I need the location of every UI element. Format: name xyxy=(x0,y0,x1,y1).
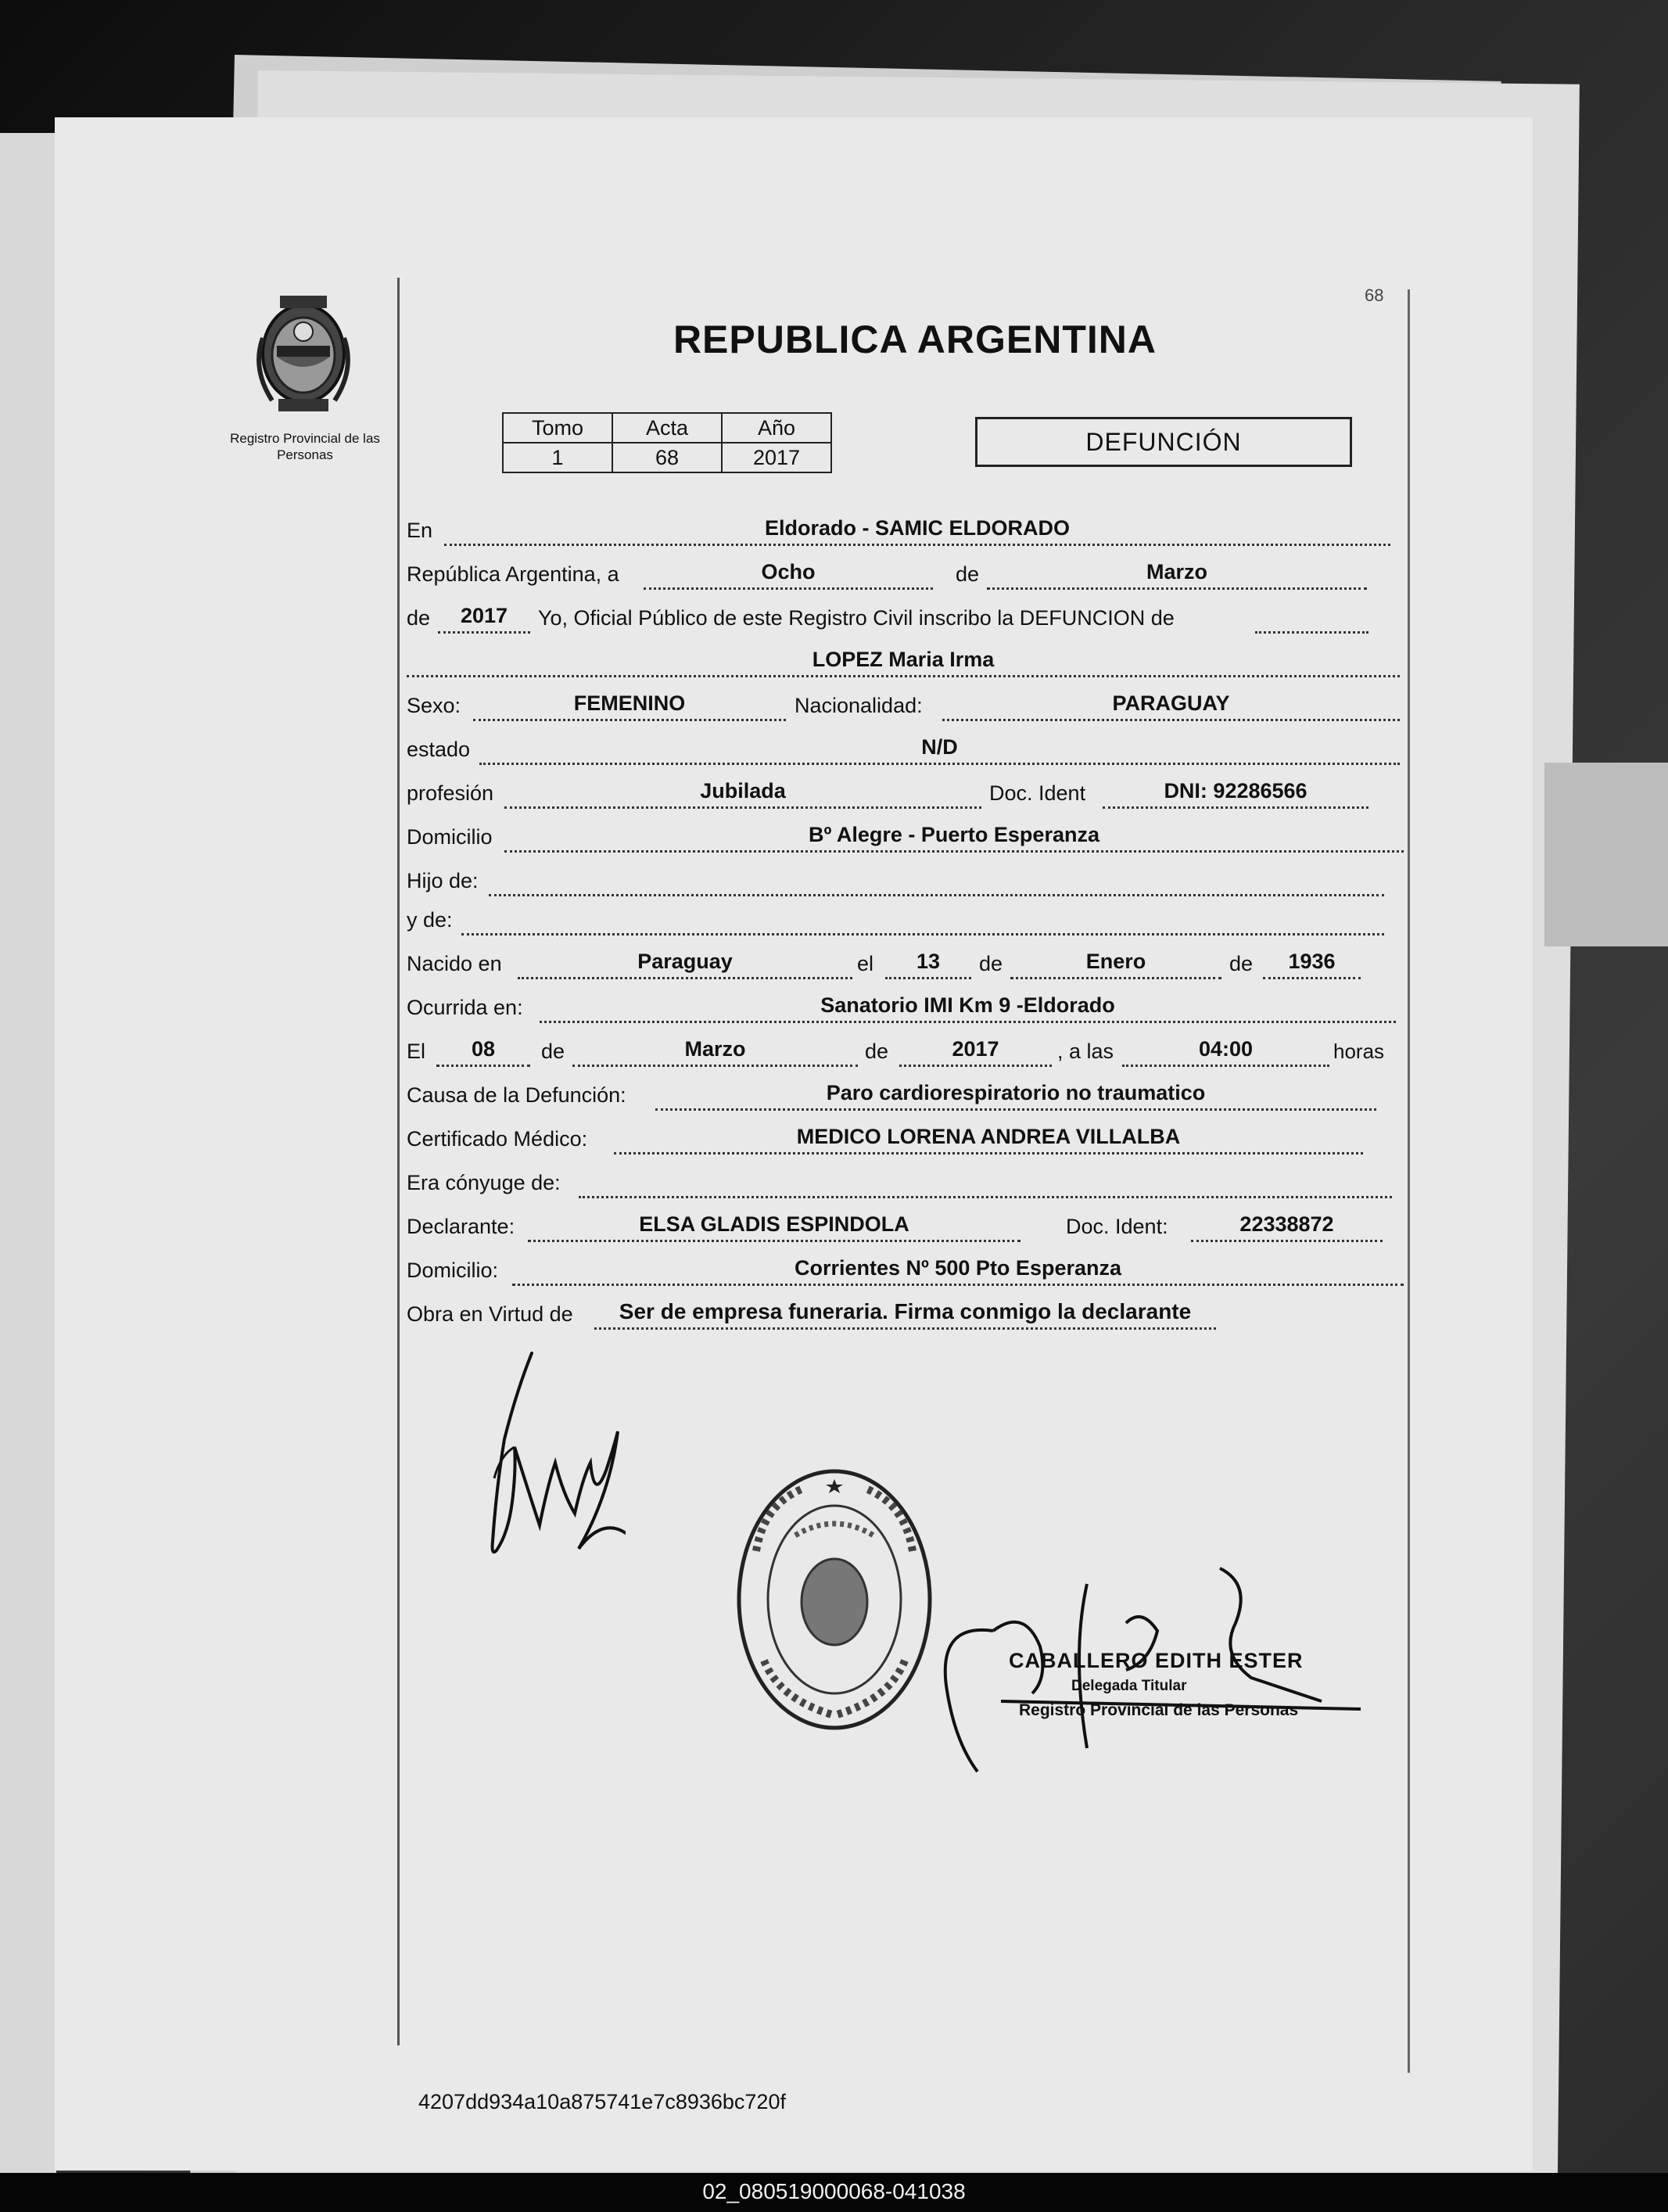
sexo-field: FEMENINO xyxy=(473,688,786,721)
row-nacido xyxy=(407,950,1408,981)
domicilio-label: Domicilio xyxy=(407,825,493,849)
death-de-label: de xyxy=(541,1040,565,1063)
declarante-field: ELSA GLADIS ESPINDOLA xyxy=(528,1208,1021,1242)
file-code: 02_080519000068-041038 xyxy=(702,2179,966,2203)
death-year-field: 2017 xyxy=(899,1033,1052,1067)
nacionalidad-field: PARAGUAY xyxy=(942,688,1400,721)
hijo-label: Hijo de: xyxy=(407,869,479,892)
year-de-label: de xyxy=(407,606,431,630)
nacido-label: Nacido en xyxy=(407,952,502,975)
causa-field: Paro cardiorespiratorio no traumatico xyxy=(655,1077,1376,1111)
table-cell-acta: 68 xyxy=(612,443,722,472)
en-label: En xyxy=(407,519,433,542)
certificado-label: Certificado Médico: xyxy=(407,1127,588,1151)
row-yde xyxy=(407,906,1408,937)
row-en xyxy=(407,516,1408,548)
province-emblem-icon xyxy=(249,291,358,416)
oficial-text: Yo, Oficial Público de este Registro Civil inscribo la DEFUNCION de xyxy=(538,606,1175,630)
row-domicilio xyxy=(407,823,1408,854)
background-object xyxy=(1544,763,1668,946)
deceased-name-field: LOPEZ Maria Irma xyxy=(407,644,1400,677)
page-title: REPUBLICA ARGENTINA xyxy=(673,318,1157,361)
estado-label: estado xyxy=(407,738,471,761)
month-word-field: Marzo xyxy=(987,556,1367,590)
table-header-ano: Año xyxy=(722,413,831,443)
row-certificado xyxy=(407,1125,1408,1156)
official-stamp-role: Delegada Titular xyxy=(1071,1678,1187,1694)
doc-ident-label: Doc. Ident xyxy=(989,781,1086,805)
registry-seal-icon xyxy=(733,1465,936,1735)
death-el-label: El xyxy=(407,1040,426,1063)
en-field: Eldorado - SAMIC ELDORADO xyxy=(444,512,1390,546)
birth-de-label: de xyxy=(979,952,1003,975)
de-label: de xyxy=(956,562,980,586)
table-row xyxy=(503,443,831,472)
declarante-doc-label: Doc. Ident: xyxy=(1066,1215,1168,1238)
table-header-tomo: Tomo xyxy=(503,413,612,443)
row-profesion xyxy=(407,779,1408,810)
obra-field: Ser de empresa funeraria. Firma conmigo la declarante xyxy=(594,1296,1216,1330)
row-nombre xyxy=(407,648,1408,679)
el-label: el xyxy=(857,952,874,975)
conyuge-label: Era cónyuge de: xyxy=(407,1171,561,1194)
conyuge-field xyxy=(579,1165,1392,1198)
declarante-doc-field: 22338872 xyxy=(1191,1208,1383,1242)
sexo-label: Sexo: xyxy=(407,694,461,717)
row-causa xyxy=(407,1081,1408,1112)
registry-caption: Registro Provincial de las Personas xyxy=(230,431,380,462)
estado-field: N/D xyxy=(479,731,1400,765)
form-left-border xyxy=(397,278,400,2045)
row-sexo xyxy=(407,691,1408,723)
nacido-field: Paraguay xyxy=(518,946,852,979)
oficial-tail-field xyxy=(1255,600,1368,634)
table-cell-tomo: 1 xyxy=(503,443,612,472)
birth-year-field: 1936 xyxy=(1263,946,1361,979)
row-conyuge xyxy=(407,1169,1408,1200)
profesion-label: profesión xyxy=(407,781,494,805)
row-oficial xyxy=(407,604,1408,635)
official-stamp-name: CABALLERO EDITH ESTER xyxy=(1009,1649,1304,1672)
row-fecha xyxy=(407,560,1408,591)
table-header-acta: Acta xyxy=(612,413,722,443)
declarant-signature-icon xyxy=(422,1345,626,1580)
row-hijo xyxy=(407,867,1408,898)
death-de2-label: de xyxy=(865,1040,889,1063)
death-day-field: 08 xyxy=(436,1033,530,1067)
row-declarante xyxy=(407,1212,1408,1244)
table-header-row xyxy=(503,413,831,443)
row-obra xyxy=(407,1300,1408,1331)
day-word-field: Ocho xyxy=(644,556,933,590)
birth-month-field: Enero xyxy=(1010,946,1221,979)
nacionalidad-label: Nacionalidad: xyxy=(795,694,923,717)
ocurrida-field: Sanatorio IMI Km 9 -Eldorado xyxy=(540,989,1396,1023)
ocurrida-label: Ocurrida en: xyxy=(407,996,523,1019)
decl-domicilio-field: Corrientes Nº 500 Pto Esperanza xyxy=(512,1252,1404,1286)
alas-label: , a las xyxy=(1057,1040,1114,1063)
horas-label: horas xyxy=(1333,1040,1385,1063)
certificado-field: MEDICO LORENA ANDREA VILLALBA xyxy=(614,1121,1363,1154)
republica-label: República Argentina, a xyxy=(407,562,619,586)
row-ocurrida xyxy=(407,993,1408,1025)
paper-left-edge xyxy=(0,133,56,2190)
domicilio-field: Bº Alegre - Puerto Esperanza xyxy=(504,819,1404,853)
doc-ident-field: DNI: 92286566 xyxy=(1103,775,1368,809)
official-stamp-org: Registro Provincial de las Personas xyxy=(1019,1701,1299,1719)
yde-field xyxy=(461,902,1384,935)
row-estado xyxy=(407,735,1408,767)
yde-label: y de: xyxy=(407,908,453,932)
declarante-label: Declarante: xyxy=(407,1215,515,1238)
row-fecha-defuncion xyxy=(407,1037,1408,1068)
death-month-field: Marzo xyxy=(572,1033,858,1067)
birth-day-field: 13 xyxy=(885,946,971,979)
row-decl-domicilio xyxy=(407,1256,1408,1287)
decl-domicilio-label: Domicilio: xyxy=(407,1259,499,1282)
death-time-field: 04:00 xyxy=(1122,1033,1329,1067)
record-type-box: DEFUNCIÓN xyxy=(975,417,1352,467)
year-field: 2017 xyxy=(438,600,530,634)
profesion-field: Jubilada xyxy=(504,775,981,809)
birth-de2-label: de xyxy=(1229,952,1254,975)
form-right-border xyxy=(1408,289,1410,2073)
page-number: 68 xyxy=(1365,285,1384,305)
document-hash: 4207dd934a10a875741e7c8936bc720f xyxy=(418,2090,786,2113)
hijo-field xyxy=(489,863,1384,896)
table-cell-ano: 2017 xyxy=(722,443,831,472)
causa-label: Causa de la Defunción: xyxy=(407,1083,626,1107)
obra-label: Obra en Virtud de xyxy=(407,1302,573,1326)
registry-table xyxy=(502,412,832,473)
